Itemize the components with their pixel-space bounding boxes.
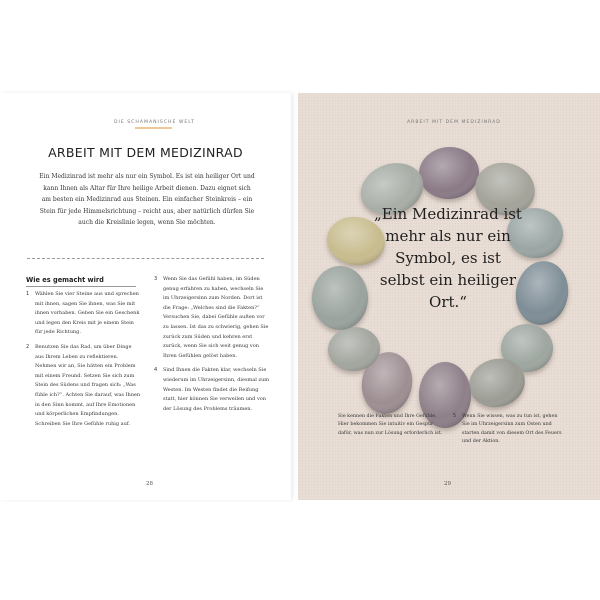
- step-item: [154, 275, 270, 361]
- stone: [312, 266, 368, 330]
- step-number: 5: [453, 414, 457, 419]
- steps-column-right: [453, 413, 565, 452]
- pull-quote: „Ein Medizinrad ist mehr als nur ein Symbol, es ist selbst ein heiliger Ort.“: [374, 205, 522, 311]
- running-head-accent: [135, 127, 172, 129]
- heading-rule: [26, 286, 136, 287]
- step-item: [154, 366, 270, 414]
- how-heading: Wie es gemacht wird: [26, 276, 104, 284]
- continuation-text: Sie kennen die Fakten und Ihre Gefühle. Hier bekommen Sie intuitiv ein Gespür dafür, was nun zur Lösung erforderlich ist.: [338, 414, 443, 436]
- page-number: 29: [444, 481, 451, 487]
- running-head: ARBEIT MIT DEM MEDIZINRAD: [407, 120, 501, 125]
- intro-paragraph: Ein Medizinrad ist mehr als nur ein Symbol. Es ist ein heiliger Ort und kann Ihnen als Altar für Ihre heilige Arbeit dienen. Dazu eignet sich am besten ein Medizinrad aus Steinen. Ein einfacher Steinkreis – ein Stein für jede Himmelsrichtung – reicht aus, aber natürlich dürfen Sie auch die Kreislinie legen, wenn Sie möchten.: [39, 173, 255, 227]
- page-number: 28: [146, 481, 153, 487]
- steps-column-1: [26, 290, 141, 434]
- page-title: ARBEIT MIT DEM MEDIZINRAD: [48, 145, 243, 160]
- step-text: Benutzen Sie das Rad, um über Dinge aus Ihrem Leben zu reflektieren. Nehmen wir an, Sie hätten ein Problem mit einem Freund. Setzen Sie sich zum Stein des Südens und fragen sich: „Was fühle ich?“. Achten Sie darauf, was Ihnen in den Sinn kommt, auf Ihre Emotionen und körperlichen Empfindungen. Schreiben Sie Ihre Gefühle ruhig auf.: [35, 343, 141, 427]
- step-number: 4: [154, 367, 158, 374]
- step-number: 1: [26, 291, 30, 297]
- step-text: Wählen Sie vier Steine aus und sprechen mit ihnen, sagen Sie ihnen, was Sie mit ihnen vorhaben. Geben Sie ein Geschenk und legen den Kreis mit je einem Stein für jede Richtung.: [35, 291, 140, 336]
- steps-column-2: [154, 275, 270, 419]
- step-text: Sind Ihnen die Fakten klar, wechseln Sie wiederum im Uhrzeigersinn, diesmal zum Westen. Im Westen findet die Reifung statt, hier können Sie verweilen und von der Lösung des Problems träumen.: [163, 367, 270, 412]
- left-page: [0, 93, 291, 500]
- step-number: 3: [154, 276, 158, 282]
- step-text: Wenn Sie wissen, was zu tun ist, gehen Sie im Uhrzeigersinn zum Osten und starten damit von diesem Ort des Feuers und der Aktion.: [462, 414, 562, 445]
- step-item: [26, 290, 141, 338]
- step-number: 2: [26, 343, 30, 350]
- step-item: [453, 413, 565, 447]
- stone: [417, 144, 481, 201]
- running-head: DIE SCHAMANISCHE WELT: [114, 120, 195, 125]
- right-page: [298, 93, 600, 500]
- step-item: [26, 343, 141, 429]
- dashed-divider: [27, 258, 264, 259]
- step-text: Wenn Sie das Gefühl haben, im Süden genug erfahren zu haben, wechseln Sie im Uhrzeigersinn zum Norden. Dort ist die Frage: „Welches sind die Fakten?“ Versuchen Sie, dabei Gefühle außen vor zu lassen. Ist das zu schwierig, gehen Sie zurück zum Süden und kehren erst zurück, wenn Sie sich weit genug von Ihren Gefühlen gelöst haben.: [163, 276, 269, 359]
